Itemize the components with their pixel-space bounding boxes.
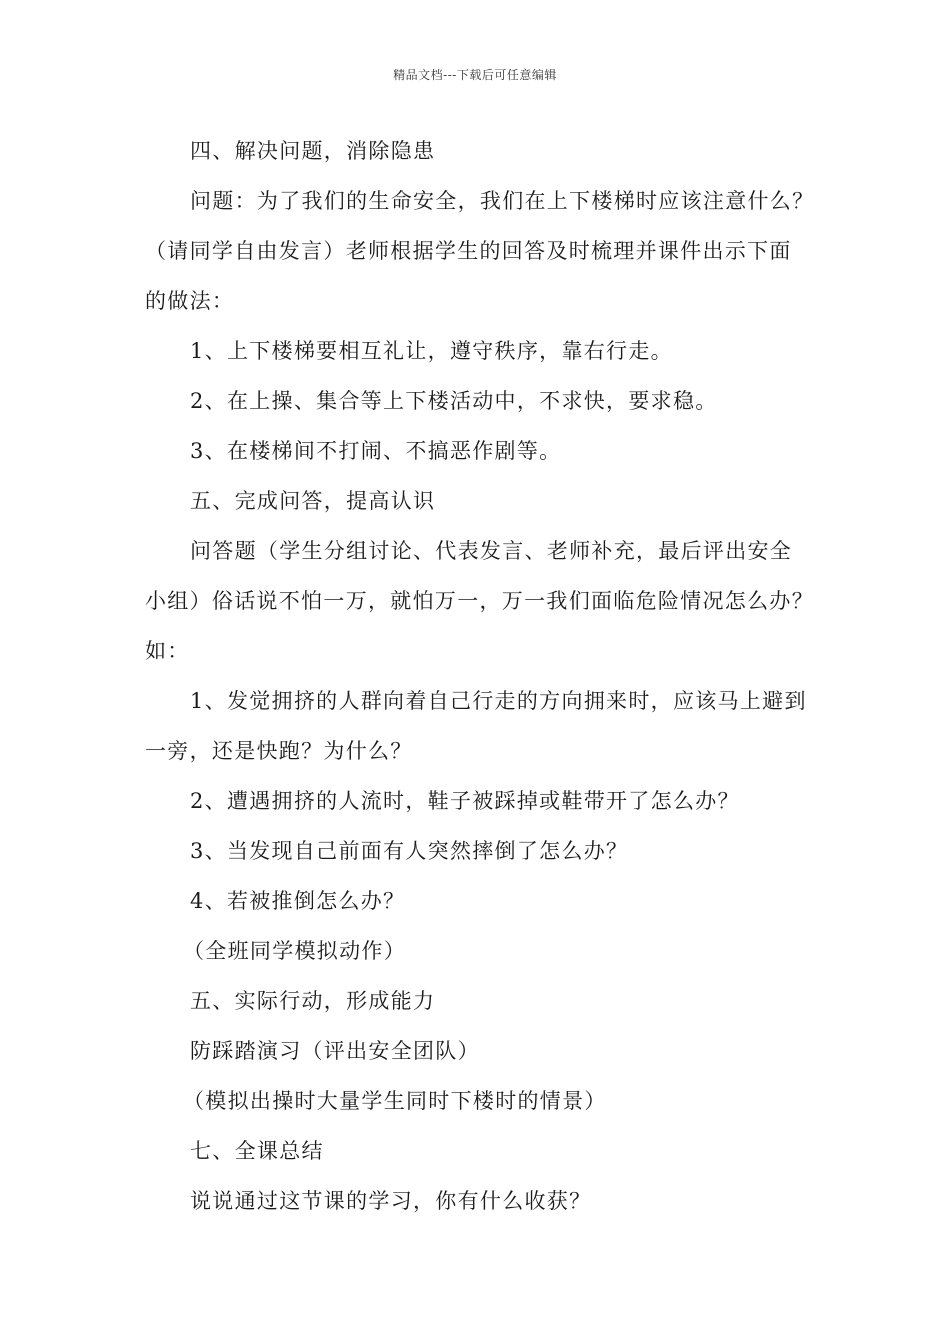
paragraph-line: 的做法： <box>145 289 235 313</box>
paragraph-line: 问答题（学生分组讨论、代表发言、老师补充，最后评出安全 <box>190 539 793 563</box>
paragraph-line: 如： <box>145 639 190 663</box>
section-heading-5b: 五、实际行动，形成能力 <box>190 989 436 1013</box>
paragraph-line: 小组）俗话说不怕一万，就怕万一，万一我们面临危险情况怎么办？ <box>145 589 814 613</box>
list-item: 3、在楼梯间不打闹、不搞恶作剧等。 <box>190 439 562 463</box>
list-item: 2、遭遇拥挤的人流时，鞋子被踩掉或鞋带开了怎么办？ <box>190 789 740 813</box>
list-item: 2、在上操、集合等上下楼活动中，不求快，要求稳。 <box>190 389 718 413</box>
list-item: 1、上下楼梯要相互礼让，遵守秩序，靠右行走。 <box>190 339 673 363</box>
section-heading-7: 七、全课总结 <box>190 1139 324 1163</box>
list-item: 3、当发现自己前面有人突然摔倒了怎么办？ <box>190 839 629 863</box>
section-heading-5: 五、完成问答，提高认识 <box>190 489 436 513</box>
section-heading-4: 四、解决问题，消除隐患 <box>190 139 436 163</box>
list-item-continuation: 一旁，还是快跑？为什么？ <box>145 739 413 763</box>
paragraph-line: （全班同学模拟动作） <box>183 939 406 963</box>
page-header: 精品文档---下载后可任意编辑 <box>393 68 557 82</box>
paragraph-line: 问题：为了我们的生命安全，我们在上下楼梯时应该注意什么？ <box>190 189 815 213</box>
list-item: 1、发觉拥挤的人群向着自己行走的方向拥来时，应该马上避到 <box>190 689 807 713</box>
paragraph-line: （模拟出操时大量学生同时下楼时的情景） <box>183 1089 607 1113</box>
paragraph-line: 说说通过这节课的学习，你有什么收获？ <box>190 1189 592 1213</box>
list-item: 4、若被推倒怎么办？ <box>190 889 406 913</box>
paragraph-line: （请同学自由发言）老师根据学生的回答及时梳理并课件出示下面 <box>145 239 792 263</box>
paragraph-line: 防踩踏演习（评出安全团队） <box>190 1039 480 1063</box>
